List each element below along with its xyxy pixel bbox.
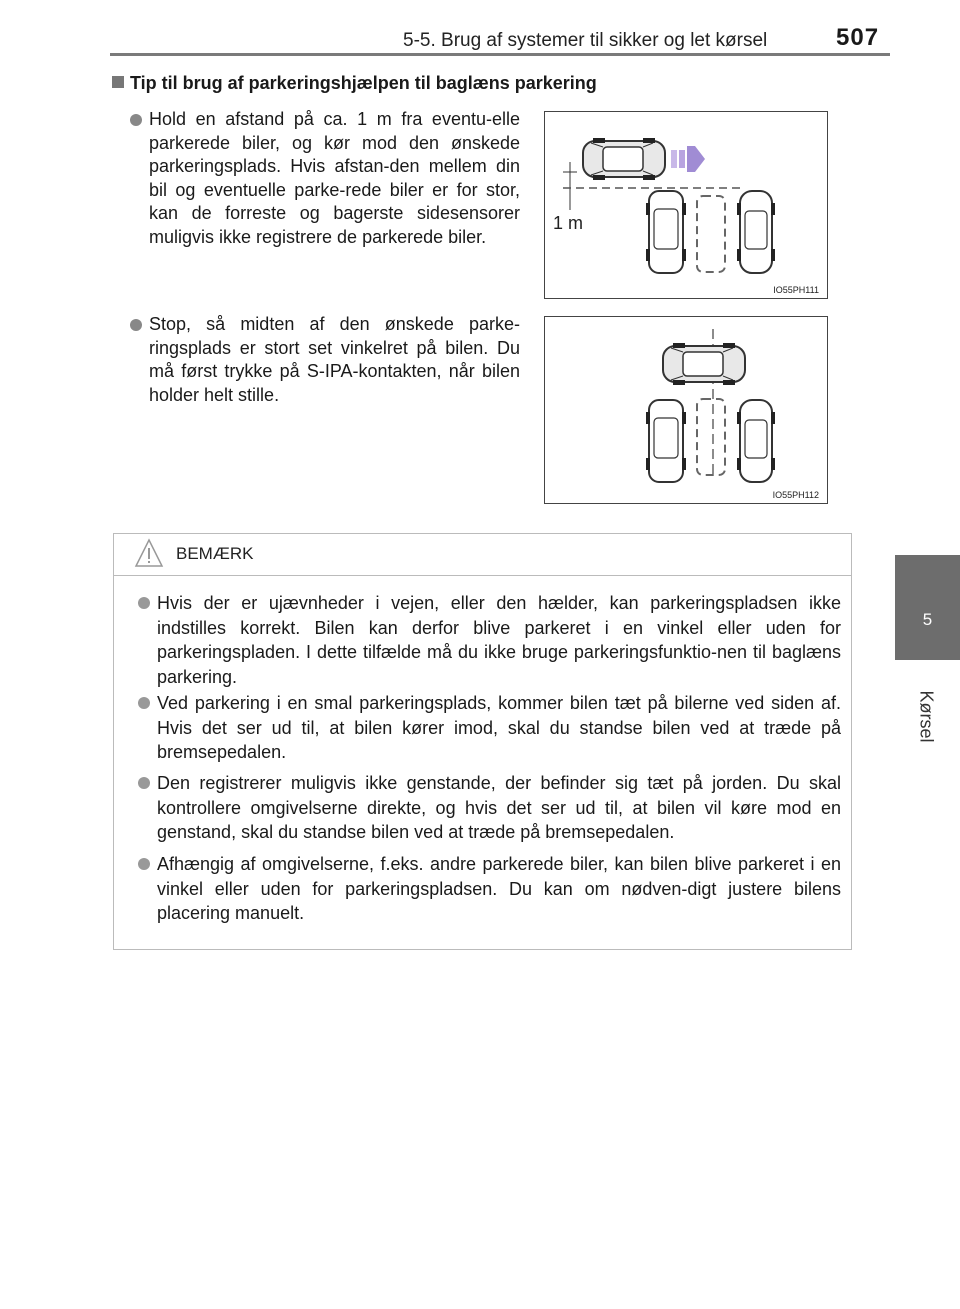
moving-car-icon	[583, 138, 665, 180]
notice-text: Hvis der er ujævnheder i vejen, eller den hælder, kan parkeringspladsen ikke indstilles korrekt. Bilen kan derfor blive parkeret i en vinkel eller uden for parkeringspladen. I dette tilfælde må du ikke bruge parkeringsfunktio-nen til baglæns parkering.	[157, 593, 841, 687]
notice-box	[113, 533, 852, 950]
notice-header	[114, 534, 851, 574]
notice-item	[138, 591, 841, 689]
figure-approach	[544, 111, 828, 299]
notice-item	[138, 852, 841, 926]
parked-car-icon	[737, 400, 775, 482]
chapter-tab-label: Kørsel	[916, 690, 937, 743]
bullet-dot-icon	[130, 114, 142, 126]
direction-arrow-icon	[671, 146, 705, 172]
page-number: 507	[836, 24, 880, 51]
figure-code: IO55PH112	[772, 490, 819, 500]
notice-title: BEMÆRK	[176, 544, 254, 563]
parked-car-icon	[646, 191, 686, 273]
bullet-dot-icon	[138, 858, 150, 870]
section-heading	[112, 73, 597, 94]
notice-item	[138, 771, 841, 845]
bullet-dot-icon	[138, 777, 150, 789]
chapter-title: 5-5. Brug af systemer til sikker og let kørsel	[403, 30, 768, 51]
bullet-dot-icon	[130, 319, 142, 331]
tip-text: Stop, så midten af den ønskede parke-ringsplads er stort set vinkelret på bilen. Du må først trykke på S-IPA-kontakten, når bilen holder helt stille.	[149, 314, 520, 405]
section-heading-text: Tip til brug af parkeringshjælpen til baglæns parkering	[130, 73, 597, 93]
tip-item	[130, 108, 520, 249]
chapter-tab-label-wrap	[896, 680, 936, 760]
notice-divider	[114, 575, 851, 576]
tip-item	[130, 313, 520, 407]
target-space	[697, 399, 725, 475]
tip-text: Hold en afstand på ca. 1 m fra eventu-elle parkerede biler, og kør mod den ønskede parkeringsplads. Hvis afstan-den mellem din bil og eventuelle parke-rede biler er for stor, kan de forreste og bagerste sidesensorer muligvis ikke registrere de parkerede biler.	[149, 109, 520, 247]
parking-approach-illustration	[545, 112, 827, 298]
figure-code: IO55PH111	[773, 285, 819, 295]
notice-text: Ved parkering i en smal parkeringsplads, kommer bilen tæt på bilerne ved siden af. Hvis det ser ud til, at bilen kører imod, skal du standse bilen ved at træde på bremsepedalen.	[157, 693, 841, 762]
distance-label: 1 m	[553, 213, 584, 233]
notice-text: Den registrerer muligvis ikke genstande, der befinder sig tæt på jorden. Du skal kontrollere omgivelserne direkte, og hvis det ser ud til, at bilen vil køre mod en genstand, skal du standse bilen ved at træde på bremsepedalen.	[157, 773, 841, 842]
bullet-dot-icon	[138, 697, 150, 709]
header-rule	[110, 53, 890, 56]
notice-text: Afhængig af omgivelserne, f.eks. andre parkerede biler, kan bilen blive parkeret i en vinkel eller uden for parkeringspladsen. Du kan om nødven-digt justere bilens placering manuelt.	[157, 854, 841, 923]
figure-stop	[544, 316, 828, 504]
warning-icon	[134, 538, 164, 568]
moving-car-icon	[663, 343, 745, 385]
page-header	[0, 0, 960, 60]
chapter-tab-number: 5	[922, 610, 933, 629]
target-space	[697, 196, 725, 272]
square-bullet-icon	[112, 76, 124, 88]
chapter-tab	[895, 555, 960, 660]
parked-car-icon	[737, 191, 775, 273]
parked-car-icon	[646, 400, 686, 482]
notice-item	[138, 691, 841, 765]
parking-stop-illustration	[545, 317, 827, 503]
bullet-dot-icon	[138, 597, 150, 609]
